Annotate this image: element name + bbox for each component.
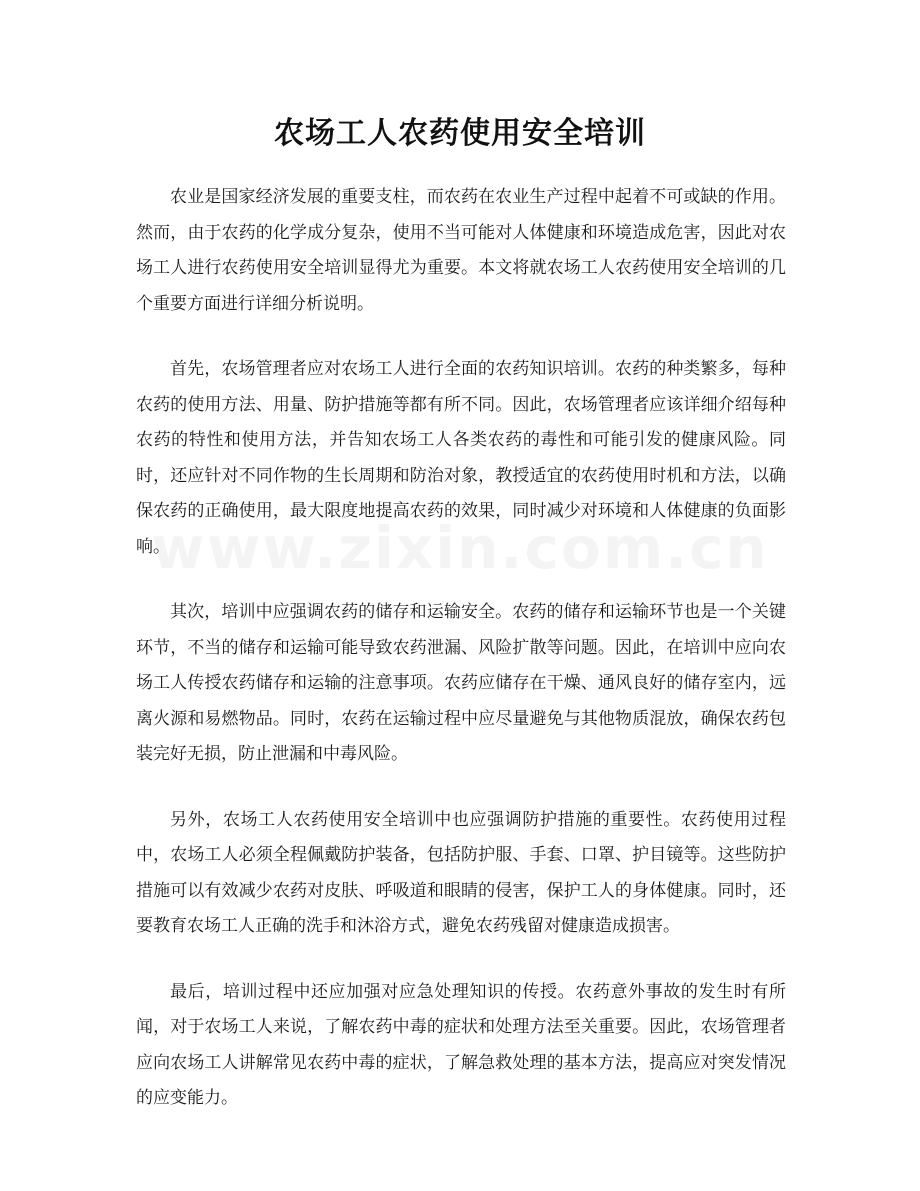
document-body	[136, 180, 786, 1147]
document-title: 农场工人农药使用安全培训	[274, 116, 646, 151]
paragraph-storage-transport: 其次，培训中应强调农药的储存和运输安全。农药的储存和运输环节也是一个关键环节，不当的储存和运输可能导致农药泄漏、风险扩散等问题。因此，在培训中应向农场工人传授农药储存和运输的注意事项。农药应储存在干燥、通风良好的储存室内，远离火源和易燃物品。同时，农药在运输过程中应尽量避免与其他物质混放，确保农药包装完好无损，防止泄漏和中毒风险。	[136, 602, 786, 764]
paragraph-intro: 农业是国家经济发展的重要支柱，而农药在农业生产过程中起着不可或缺的作用。然而，由于农药的化学成分复杂，使用不当可能对人体健康和环境造成危害，因此对农场工人进行农药使用安全培训显得尤为重要。本文将就农场工人农药使用安全培训的几个重要方面进行详细分析说明。	[136, 187, 786, 314]
paragraph-knowledge-training: 首先，农场管理者应对农场工人进行全面的农药知识培训。农药的种类繁多，每种农药的使用方法、用量、防护措施等都有所不同。因此，农场管理者应该详细介绍每种农药的特性和使用方法，并告知农场工人各类农药的毒性和可能引发的健康风险。同时，还应针对不同作物的生长周期和防治对象，教授适宜的农药使用时机和方法，以确保农药的正确使用，最大限度地提高农药的效果，同时减少对环境和人体健康的负面影响。	[136, 359, 786, 557]
paragraph-emergency: 最后，培训过程中还应加强对应急处理知识的传授。农药意外事故的发生时有所闻，对于农场工人来说，了解农药中毒的症状和处理方法至关重要。因此，农场管理者应向农场工人讲解常见农药中毒的症状，了解急救处理的基本方法，提高应对突发情况的应变能力。	[136, 981, 786, 1108]
paragraph-protection: 另外，农场工人农药使用安全培训中也应强调防护措施的重要性。农药使用过程中，农场工人必须全程佩戴防护装备，包括防护服、手套、口罩、护目镜等。这些防护措施可以有效减少农药对皮肤、呼吸道和眼睛的侵害，保护工人的身体健康。同时，还要教育农场工人正确的洗手和沐浴方式，避免农药残留对健康造成损害。	[136, 809, 786, 936]
